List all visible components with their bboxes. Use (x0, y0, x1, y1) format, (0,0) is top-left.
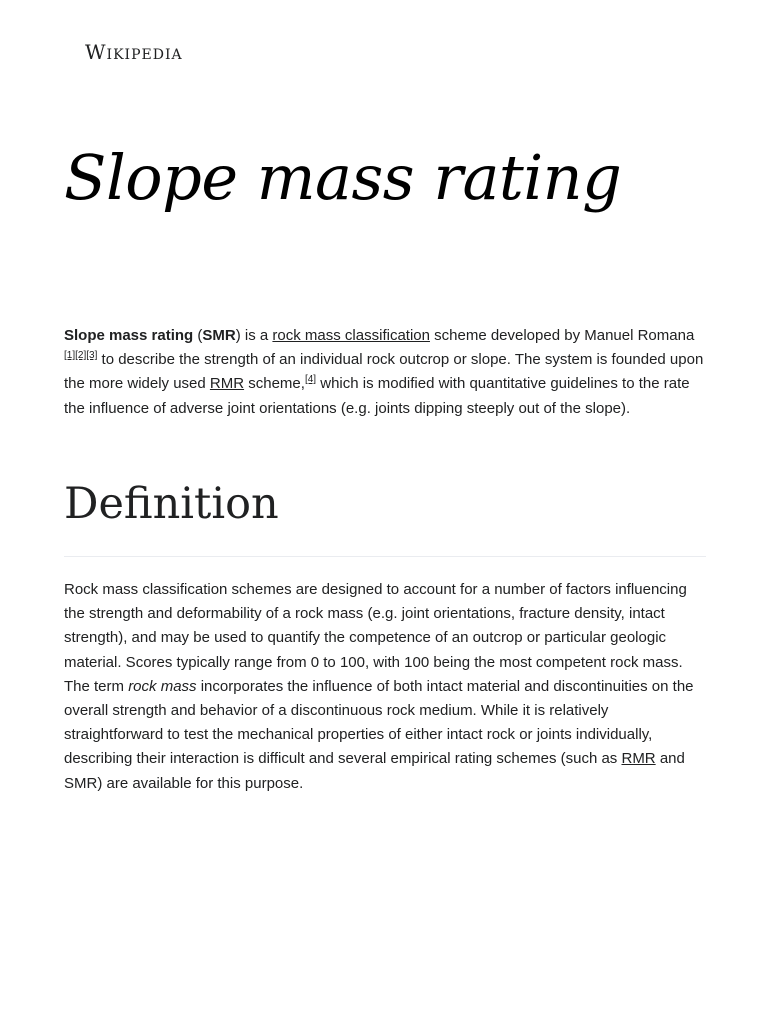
citation-link-4[interactable]: [4] (304, 374, 317, 386)
italic-term-rock-mass: rock mass (128, 677, 197, 695)
abbr-bold: SMR (202, 327, 236, 344)
citation-1[interactable] (64, 350, 75, 361)
definition-text-segment: and SMR) are available for this purpose. (64, 750, 685, 792)
citation-link-2[interactable]: [2] (75, 350, 87, 362)
intro-paragraph (64, 324, 706, 421)
section-heading-definition: Definition (64, 474, 706, 557)
citation-2[interactable] (75, 350, 86, 361)
intro-text-segment: to describe the strength of an individual rock outcrop or slope. The system is founded upon the more widely used (64, 351, 704, 393)
intro-text-segment: ( (193, 327, 203, 344)
definition-text (64, 578, 706, 796)
link-rmr-definition[interactable]: RMR (621, 750, 656, 768)
intro-text (64, 324, 706, 421)
citation-link-1[interactable]: [1] (64, 350, 76, 362)
term-bold: Slope mass rating (64, 327, 194, 344)
link-rmr[interactable]: RMR (209, 375, 245, 393)
definition-text-segment: Rock mass classification schemes are designed to account for a number of factors influencing the strength and deformability of a rock mass (e.g. joint orientations, fracture density, intact strength), and may be used to quantify the competence of an outcrop or particular geologic material. Scores typically range from 0 to 100, with 100 being the most competent rock mass. The term (64, 581, 687, 695)
intro-text-segment: ) is a (235, 327, 273, 344)
page-title: Slope mass rating (64, 141, 622, 214)
citation-link-3[interactable]: [3] (86, 350, 98, 362)
definition-paragraph (64, 578, 706, 796)
citation-4[interactable] (305, 374, 316, 385)
intro-text-segment: scheme, (244, 375, 305, 393)
definition-text-segment: incorporates the influence of both intact material and discontinuities on the overall strength and behavior of a discontinuous rock medium. While it is relatively straightforward to test the mechanical properties of either intact rock or joints individually, describing their interaction is difficult and several empirical rating schemes (such as (64, 677, 694, 768)
citation-3[interactable] (86, 350, 97, 361)
intro-text-segment: scheme developed by Manuel Romana (429, 327, 695, 344)
link-rock-mass-classification[interactable]: rock mass classification (272, 327, 430, 344)
intro-text-segment: which is modified with quantitative guidelines to the rate the influence of adverse joint orientations (e.g. joints dipping steeply out of the slope). (64, 375, 690, 417)
wikipedia-wordmark-logo[interactable]: Wikipedia (85, 40, 183, 64)
